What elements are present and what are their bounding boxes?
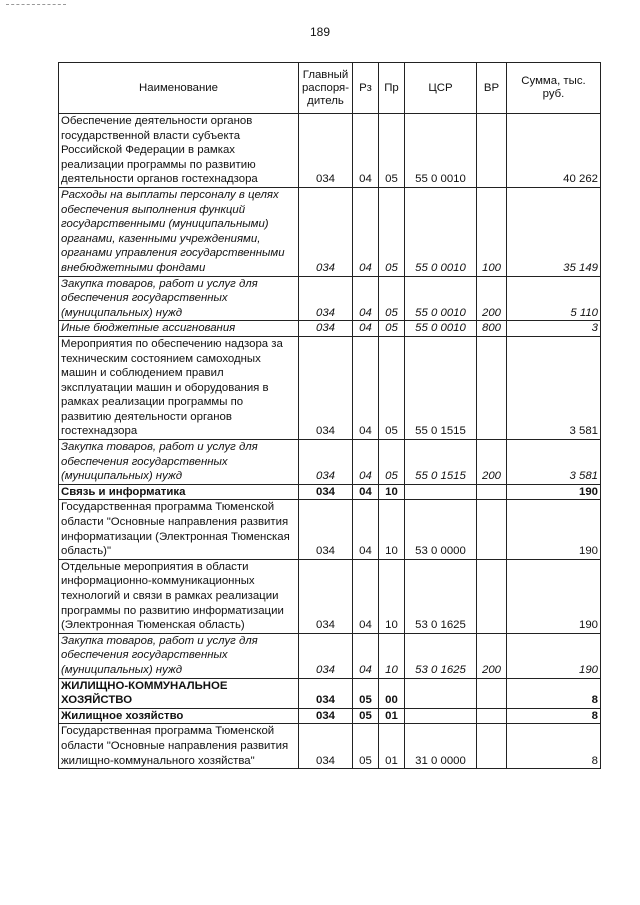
summa-cell: 3 581 bbox=[507, 336, 601, 439]
summa-cell: 3 581 bbox=[507, 440, 601, 485]
name-cell: Отдельные мероприятия в области информационно-коммуникационных технологий и связи в рамках реализации программы по развитию информатизации (Электронная Тюменская область) bbox=[59, 559, 299, 633]
pr-cell: 10 bbox=[379, 484, 405, 500]
vr-cell: 200 bbox=[477, 276, 507, 321]
header-summa: Сумма, тыс. руб. bbox=[507, 63, 601, 114]
summa-cell: 5 110 bbox=[507, 276, 601, 321]
table-row bbox=[59, 500, 601, 559]
table-row bbox=[59, 187, 601, 276]
csr-cell: 55 0 0010 bbox=[405, 321, 477, 337]
table-row bbox=[59, 708, 601, 724]
summa-cell: 190 bbox=[507, 559, 601, 633]
glavniy-cell: 034 bbox=[299, 114, 353, 188]
table-row bbox=[59, 440, 601, 485]
name-cell: Мероприятия по обеспечению надзора за техническим состоянием самоходных машин и соблюдением правил эксплуатации машин и оборудования в рамках реализации программы по развитию деятельности органов гостехнадзора bbox=[59, 336, 299, 439]
name-cell: Закупка товаров, работ и услуг для обеспечения государственных (муниципальных) нужд bbox=[59, 440, 299, 485]
table-row bbox=[59, 114, 601, 188]
glavniy-cell: 034 bbox=[299, 500, 353, 559]
glavniy-cell: 034 bbox=[299, 484, 353, 500]
table-row bbox=[59, 321, 601, 337]
rz-cell: 04 bbox=[353, 440, 379, 485]
vr-cell: 800 bbox=[477, 321, 507, 337]
summa-cell: 40 262 bbox=[507, 114, 601, 188]
csr-cell: 55 0 1515 bbox=[405, 440, 477, 485]
name-cell: ЖИЛИЩНО-КОММУНАЛЬНОЕ ХОЗЯЙСТВО bbox=[59, 678, 299, 708]
pr-cell: 00 bbox=[379, 678, 405, 708]
summa-cell: 8 bbox=[507, 724, 601, 769]
rz-cell: 04 bbox=[353, 321, 379, 337]
name-cell: Государственная программа Тюменской области "Основные направления развития жилищно-коммунального хозяйства" bbox=[59, 724, 299, 769]
name-cell: Закупка товаров, работ и услуг для обеспечения государственных (муниципальных) нужд bbox=[59, 633, 299, 678]
table-row bbox=[59, 484, 601, 500]
csr-cell: 55 0 0010 bbox=[405, 276, 477, 321]
vr-cell bbox=[477, 724, 507, 769]
pr-cell: 05 bbox=[379, 440, 405, 485]
vr-cell bbox=[477, 484, 507, 500]
name-cell: Иные бюджетные ассигнования bbox=[59, 321, 299, 337]
table-row bbox=[59, 724, 601, 769]
table-body bbox=[59, 114, 601, 769]
glavniy-cell: 034 bbox=[299, 336, 353, 439]
glavniy-cell: 034 bbox=[299, 321, 353, 337]
scan-edge-mark bbox=[6, 4, 66, 5]
header-name: Наименование bbox=[59, 63, 299, 114]
glavniy-cell: 034 bbox=[299, 559, 353, 633]
page-number: 189 bbox=[309, 25, 331, 39]
pr-cell: 05 bbox=[379, 276, 405, 321]
pr-cell: 10 bbox=[379, 500, 405, 559]
pr-cell: 01 bbox=[379, 708, 405, 724]
table-header-row bbox=[59, 63, 601, 114]
csr-cell: 53 0 1625 bbox=[405, 559, 477, 633]
pr-cell: 10 bbox=[379, 633, 405, 678]
summa-cell: 8 bbox=[507, 678, 601, 708]
name-cell: Закупка товаров, работ и услуг для обеспечения государственных (муниципальных) нужд bbox=[59, 276, 299, 321]
rz-cell: 04 bbox=[353, 500, 379, 559]
table-row bbox=[59, 336, 601, 439]
summa-cell: 35 149 bbox=[507, 187, 601, 276]
rz-cell: 04 bbox=[353, 114, 379, 188]
glavniy-cell: 034 bbox=[299, 276, 353, 321]
summa-cell: 190 bbox=[507, 500, 601, 559]
name-cell: Государственная программа Тюменской области "Основные направления развития информатизации (Электронная Тюменская область)" bbox=[59, 500, 299, 559]
rz-cell: 05 bbox=[353, 708, 379, 724]
csr-cell: 55 0 0010 bbox=[405, 114, 477, 188]
header-pr: Пр bbox=[379, 63, 405, 114]
pr-cell: 05 bbox=[379, 114, 405, 188]
header-rz: Рз bbox=[353, 63, 379, 114]
name-cell: Расходы на выплаты персоналу в целях обеспечения выполнения функций государственными (муниципальными) органами, казенными учреждениями, органами управления государственными внебюджетными фондами bbox=[59, 187, 299, 276]
csr-cell: 55 0 1515 bbox=[405, 336, 477, 439]
vr-cell: 100 bbox=[477, 187, 507, 276]
table-row bbox=[59, 678, 601, 708]
header-vr: ВР bbox=[477, 63, 507, 114]
csr-cell: 53 0 0000 bbox=[405, 500, 477, 559]
vr-cell bbox=[477, 678, 507, 708]
glavniy-cell: 034 bbox=[299, 678, 353, 708]
summa-cell: 190 bbox=[507, 633, 601, 678]
csr-cell bbox=[405, 708, 477, 724]
rz-cell: 04 bbox=[353, 187, 379, 276]
rz-cell: 05 bbox=[353, 678, 379, 708]
csr-cell bbox=[405, 484, 477, 500]
vr-cell bbox=[477, 336, 507, 439]
summa-cell: 190 bbox=[507, 484, 601, 500]
name-cell: Связь и информатика bbox=[59, 484, 299, 500]
rz-cell: 04 bbox=[353, 633, 379, 678]
glavniy-cell: 034 bbox=[299, 633, 353, 678]
glavniy-cell: 034 bbox=[299, 724, 353, 769]
pr-cell: 10 bbox=[379, 559, 405, 633]
name-cell: Обеспечение деятельности органов государственной власти субъекта Российской Федерации в рамках реализации программы по развитию деятельности органов гостехнадзора bbox=[59, 114, 299, 188]
pr-cell: 01 bbox=[379, 724, 405, 769]
csr-cell: 31 0 0000 bbox=[405, 724, 477, 769]
vr-cell: 200 bbox=[477, 633, 507, 678]
vr-cell bbox=[477, 500, 507, 559]
csr-cell: 53 0 1625 bbox=[405, 633, 477, 678]
summa-cell: 3 bbox=[507, 321, 601, 337]
vr-cell bbox=[477, 708, 507, 724]
glavniy-cell: 034 bbox=[299, 187, 353, 276]
rz-cell: 04 bbox=[353, 276, 379, 321]
budget-table bbox=[58, 62, 601, 769]
glavniy-cell: 034 bbox=[299, 440, 353, 485]
summa-cell: 8 bbox=[507, 708, 601, 724]
vr-cell bbox=[477, 559, 507, 633]
csr-cell: 55 0 0010 bbox=[405, 187, 477, 276]
rz-cell: 04 bbox=[353, 336, 379, 439]
rz-cell: 05 bbox=[353, 724, 379, 769]
pr-cell: 05 bbox=[379, 321, 405, 337]
pr-cell: 05 bbox=[379, 336, 405, 439]
name-cell: Жилищное хозяйство bbox=[59, 708, 299, 724]
glavniy-cell: 034 bbox=[299, 708, 353, 724]
header-csr: ЦСР bbox=[405, 63, 477, 114]
vr-cell bbox=[477, 114, 507, 188]
csr-cell bbox=[405, 678, 477, 708]
pr-cell: 05 bbox=[379, 187, 405, 276]
table-row bbox=[59, 276, 601, 321]
table-row bbox=[59, 633, 601, 678]
rz-cell: 04 bbox=[353, 484, 379, 500]
rz-cell: 04 bbox=[353, 559, 379, 633]
table-row bbox=[59, 559, 601, 633]
header-glavniy: Главный распоря-дитель bbox=[299, 63, 353, 114]
vr-cell: 200 bbox=[477, 440, 507, 485]
